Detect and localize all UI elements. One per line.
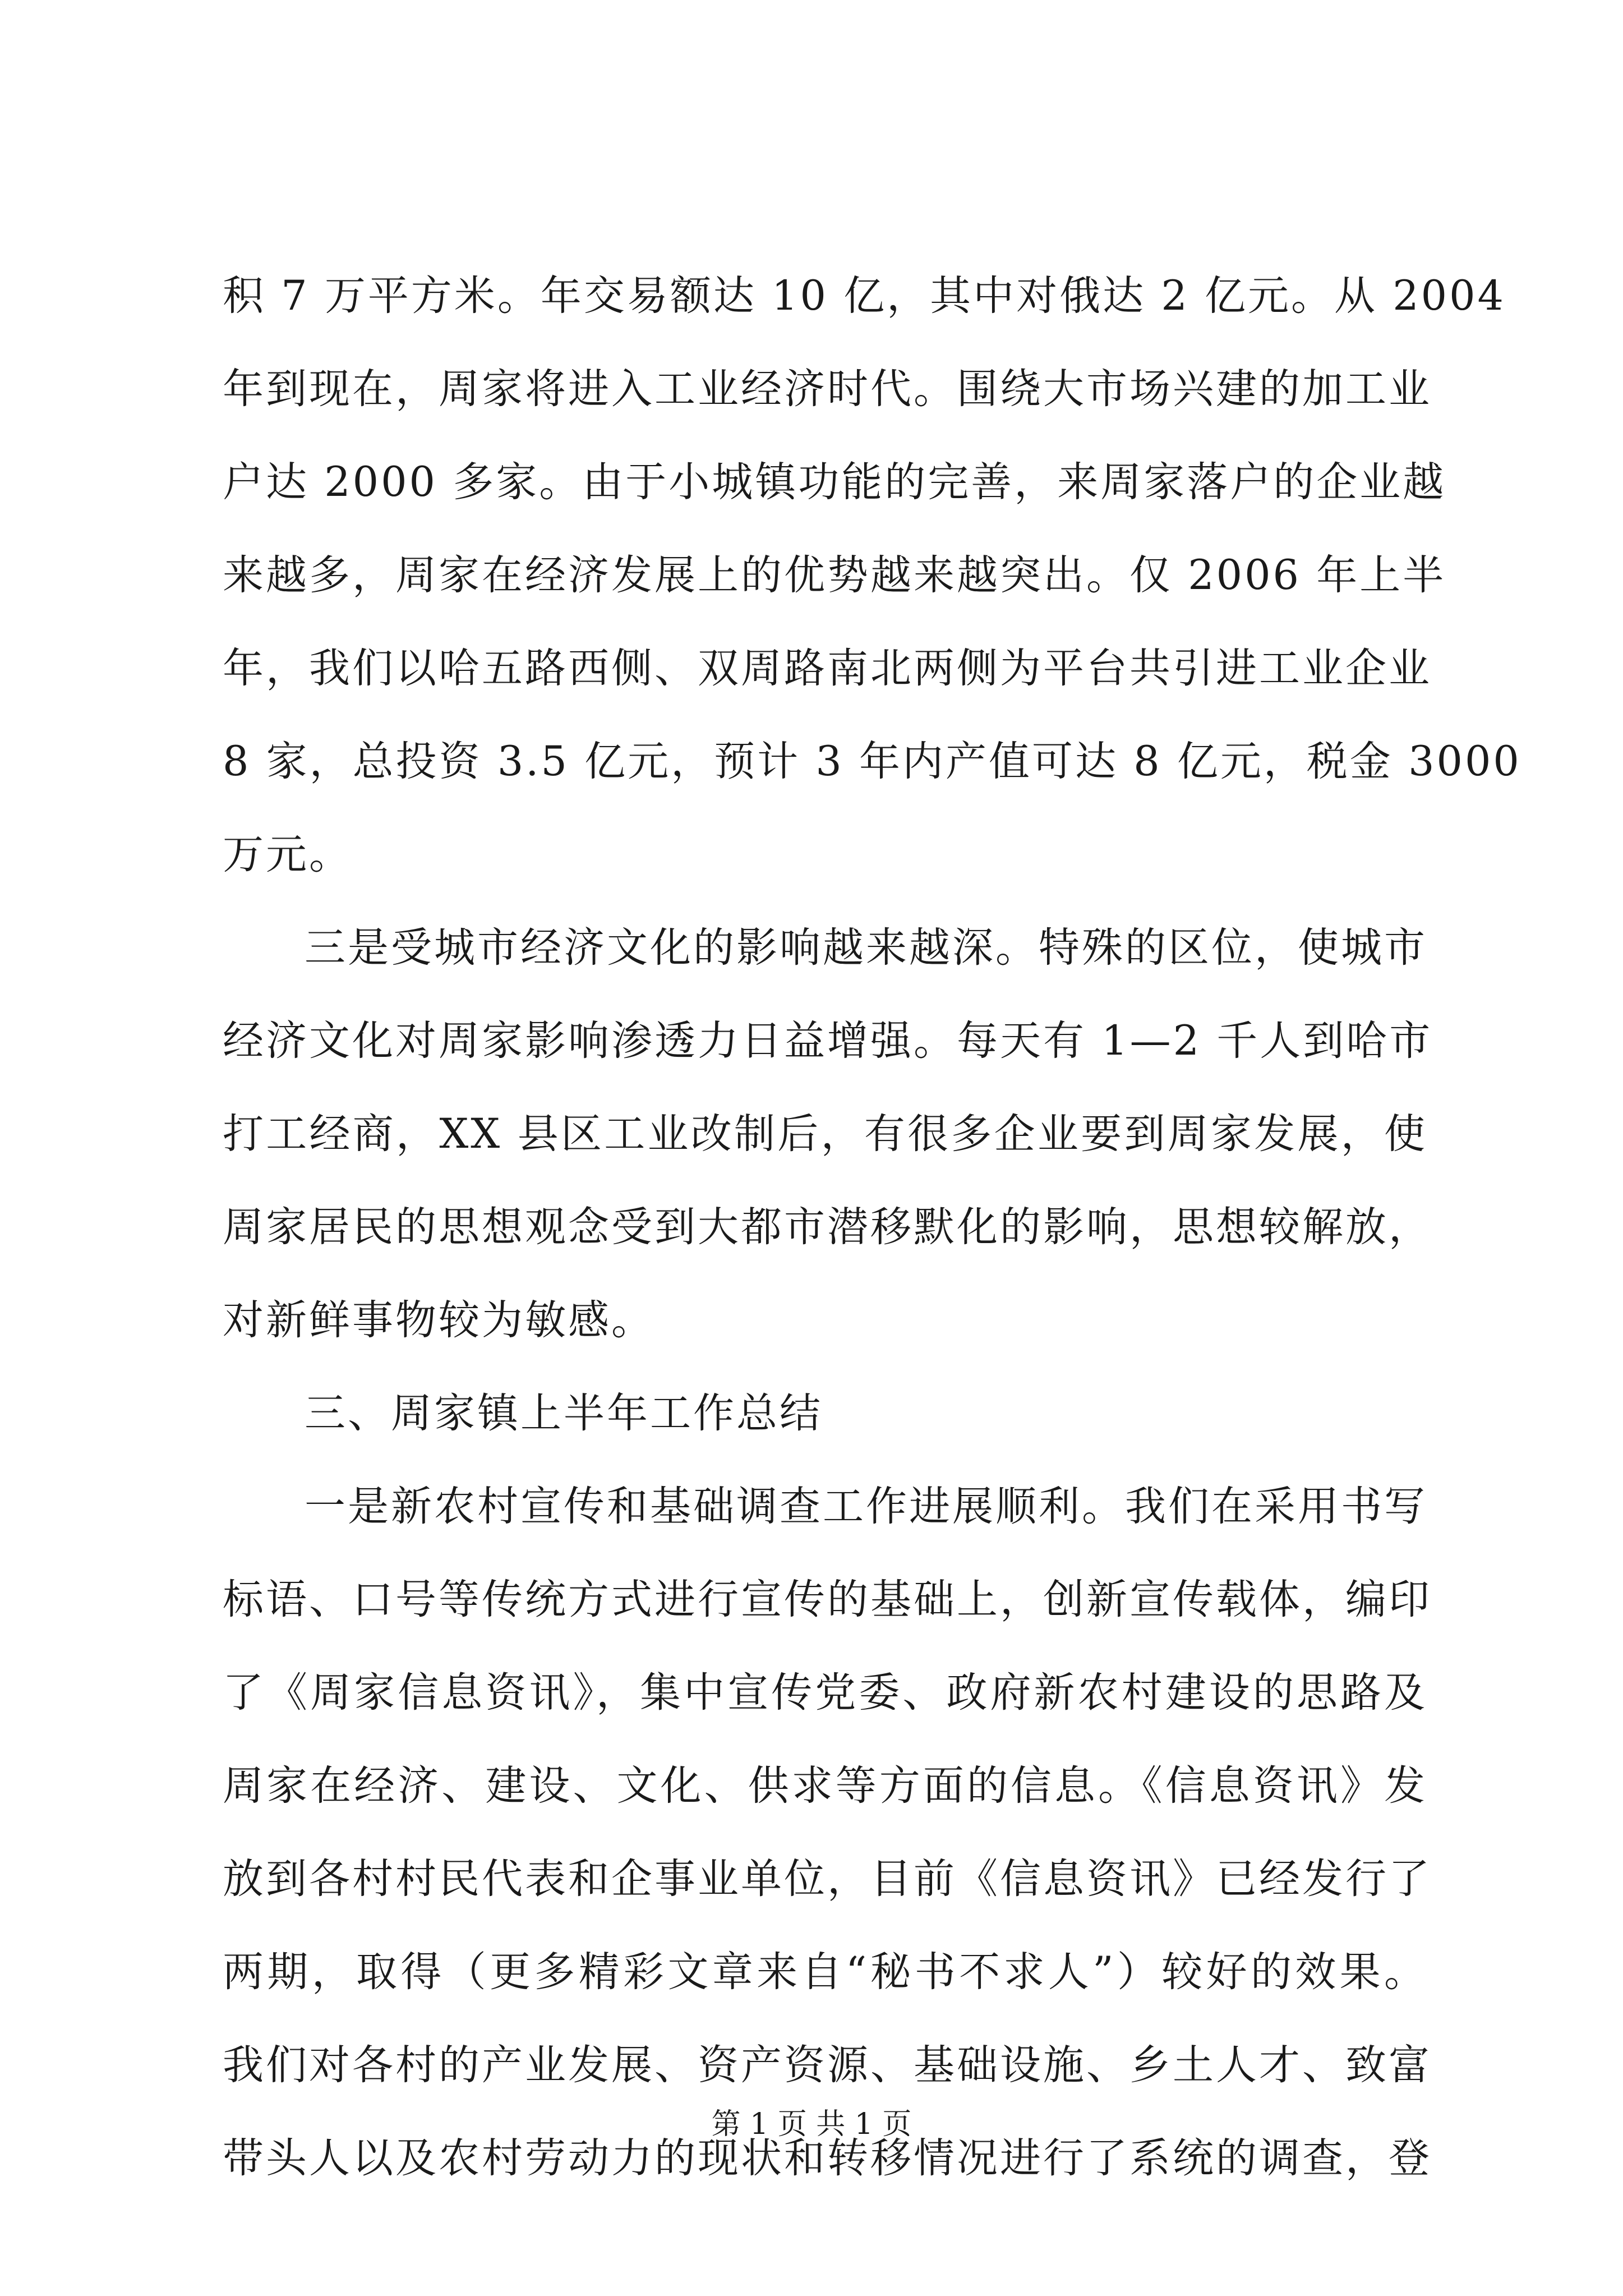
- text-line: 我们对各村的产业发展、资产资源、基础设施、乡土人才、致富: [223, 2041, 1432, 2089]
- page-number-footer: 第 1 页 共 1 页: [711, 2108, 912, 2141]
- section-heading: 三、周家镇上半年工作总结: [305, 1389, 823, 1437]
- text-line: 户达 2000 多家。由于小城镇功能的完善，来周家落户的企业越: [223, 458, 1446, 506]
- text-line: 积 7 万平方米。年交易额达 10 亿，其中对俄达 2 亿元。从 2004: [223, 272, 1506, 320]
- text-line: 标语、口号等传统方式进行宣传的基础上，创新宣传载体，编印: [223, 1576, 1432, 1623]
- text-line: 年，我们以哈五路西侧、双周路南北两侧为平台共引进工业企业: [223, 645, 1432, 692]
- paragraph-first-line: 一是新农村宣传和基础调查工作进展顺利。我们在采用书写: [305, 1483, 1427, 1530]
- text-line: 经济文化对周家影响渗透力日益增强。每天有 1—2 千人到哈市: [223, 1017, 1433, 1065]
- text-line: 来越多，周家在经济发展上的优势越来越突出。仅 2006 年上半: [223, 551, 1446, 599]
- text-line: 年到现在，周家将进入工业经济时代。围绕大市场兴建的加工业: [223, 365, 1432, 413]
- text-line: 两期，取得（更多精彩文章来自“秘书不求人”）较好的效果。: [223, 1948, 1427, 1996]
- text-line: 8 家，总投资 3.5 亿元，预计 3 年内产值可达 8 亿元，税金 3000: [223, 738, 1521, 785]
- paragraph-first-line: 三是受城市经济文化的影响越来越深。特殊的区位，使城市: [305, 924, 1427, 972]
- text-line: 带头人以及农村劳动力的现状和转移情况进行了系统的调查，登: [223, 2134, 1432, 2182]
- text-line: 周家在经济、建设、文化、供求等方面的信息。《信息资讯》发: [223, 1762, 1427, 1810]
- text-line: 万元。: [223, 831, 352, 878]
- text-line: 对新鲜事物较为敏感。: [223, 1296, 654, 1344]
- text-line: 打工经商，XX 县区工业改制后，有很多企业要到周家发展，使: [223, 1110, 1427, 1158]
- text-line: 了《周家信息资讯》，集中宣传党委、政府新农村建设的思路及: [223, 1669, 1427, 1717]
- text-line: 放到各村村民代表和企事业单位，目前《信息资讯》已经发行了: [223, 1855, 1432, 1903]
- text-line: 周家居民的思想观念受到大都市潜移默化的影响，思想较解放，: [223, 1203, 1432, 1251]
